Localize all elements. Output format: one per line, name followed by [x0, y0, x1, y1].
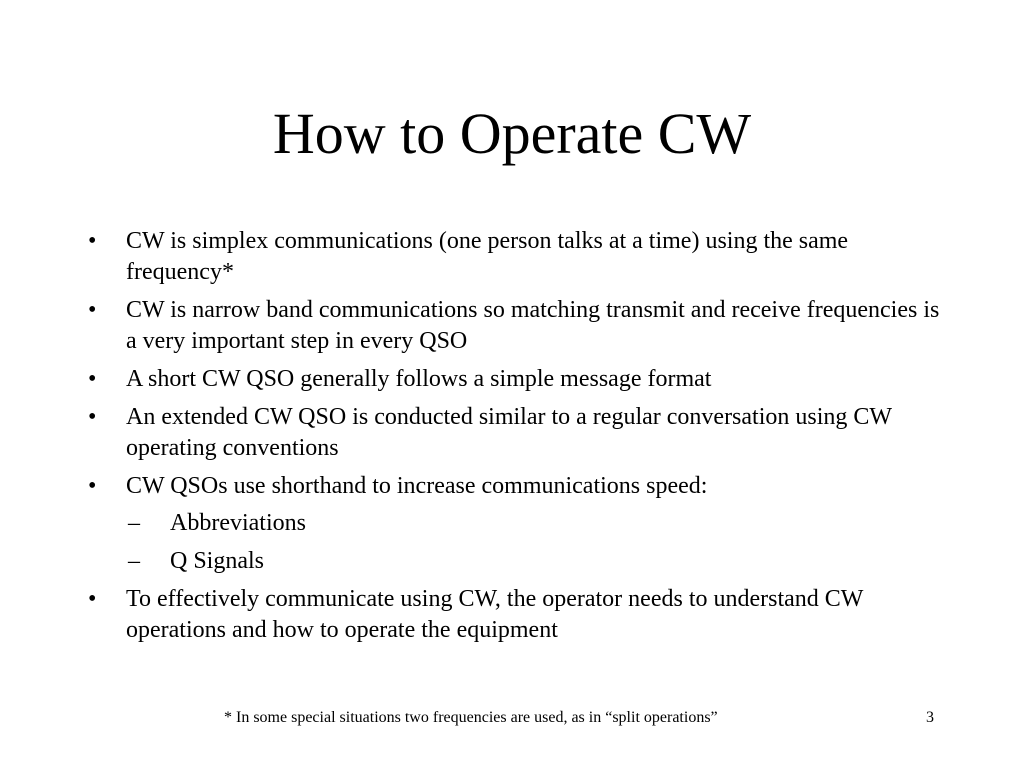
bullet-text: CW is simplex communications (one person talks at a time) using the same frequency* [126, 228, 849, 285]
footnote: * In some special situations two frequencies are used, as in “split operations” [224, 709, 718, 726]
sub-bullet-text: Q Signals [170, 548, 265, 574]
bullet-marker: • [88, 297, 97, 323]
bullet-item [84, 295, 944, 357]
bullet-item [84, 471, 944, 577]
page-number: 3 [926, 709, 934, 726]
bullet-text: To effectively communicate using CW, the operator needs to understand CW operations and how to operate the equipment [126, 586, 864, 643]
sub-bullet-list [126, 508, 944, 577]
slide-title: How to Operate CW [272, 101, 752, 166]
bullet-item [84, 226, 944, 288]
bullet-marker: • [88, 366, 97, 392]
sub-bullet-item [126, 508, 944, 539]
bullet-text: A short CW QSO generally follows a simple message format [126, 366, 712, 392]
bullet-text: CW is narrow band communications so matching transmit and receive frequencies is a very important step in every QSO [126, 297, 940, 354]
bullet-marker: • [88, 404, 97, 430]
sub-bullet-marker: – [128, 510, 140, 536]
bullet-item [84, 584, 944, 646]
bullet-marker: • [88, 228, 97, 254]
bullet-text: An extended CW QSO is conducted similar to a regular conversation using CW operating conventions [126, 404, 892, 461]
sub-bullet-text: Abbreviations [170, 510, 306, 536]
bullet-item [84, 402, 944, 464]
bullet-list [84, 226, 944, 653]
bullet-text: CW QSOs use shorthand to increase communications speed: [126, 473, 708, 499]
sub-bullet-item [126, 546, 944, 577]
bullet-item [84, 364, 944, 395]
bullet-marker: • [88, 473, 97, 499]
bullet-marker: • [88, 586, 97, 612]
sub-bullet-marker: – [128, 548, 140, 574]
